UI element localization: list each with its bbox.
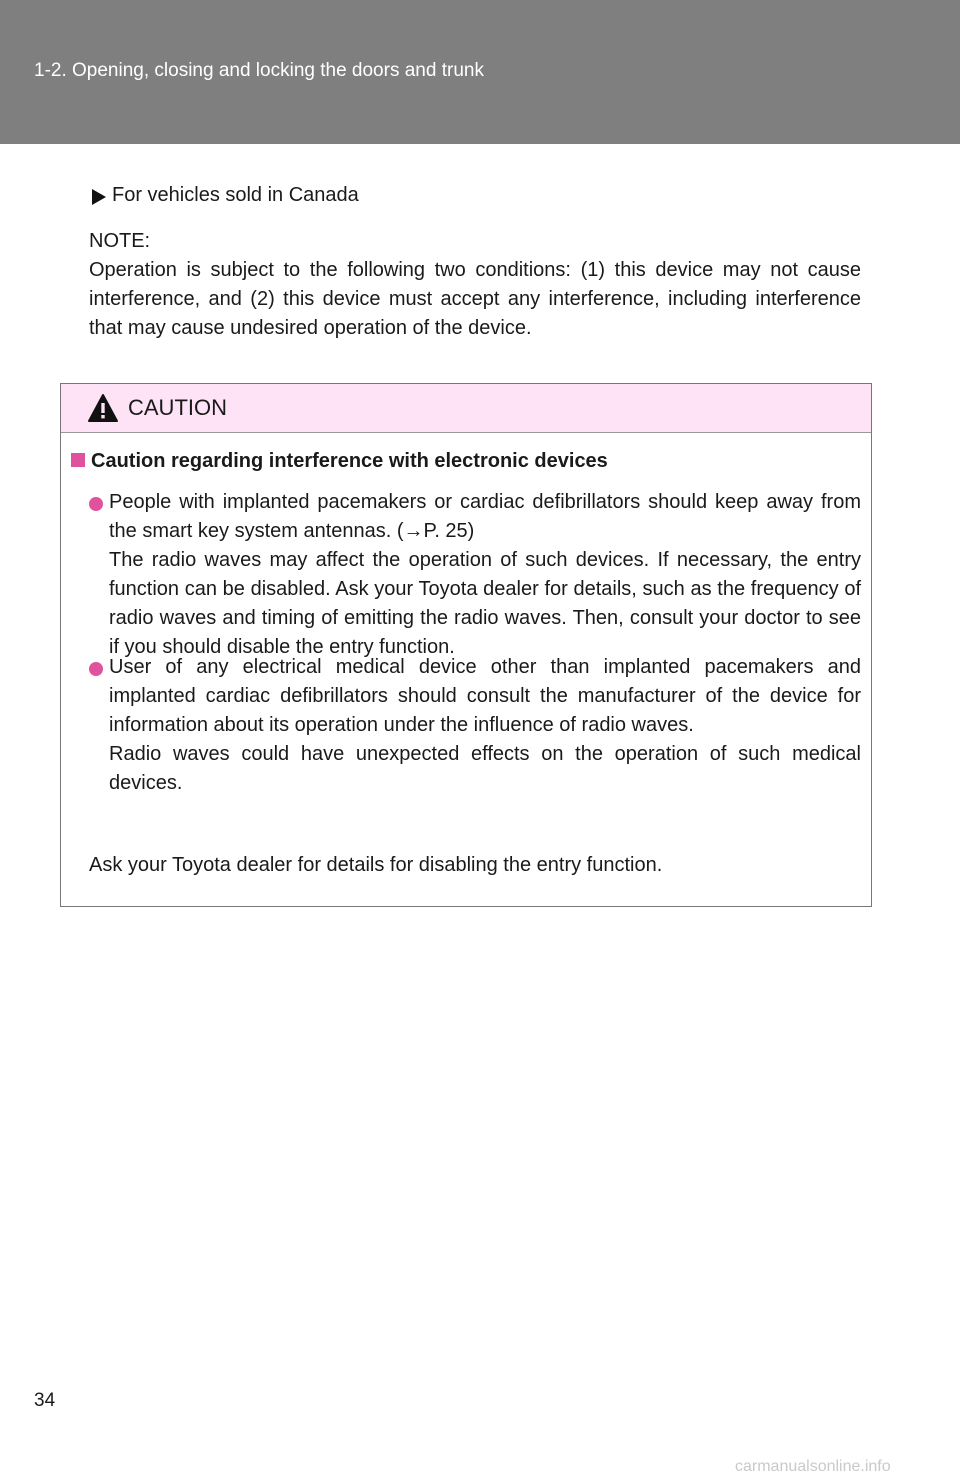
- note-block: [89, 227, 861, 343]
- caution-bullet-1: [109, 488, 861, 662]
- circle-bullet-icon: [89, 662, 103, 676]
- square-bullet-icon: [71, 453, 85, 467]
- bullet-2-line-1: User of any electrical medical device other than implanted pacemakers and implanted cardiac defibrillators should consult the manufacturer of the device for information about its operation under the influence of radio waves.: [109, 656, 861, 736]
- circle-bullet-icon: [89, 497, 103, 511]
- watermark: carmanualsonline.info: [735, 1458, 891, 1475]
- bullet-2-line-2: Radio waves could have unexpected effects on the operation of such medical devices.: [109, 743, 861, 794]
- section-title: 1-2. Opening, closing and locking the doors and trunk: [34, 60, 484, 81]
- caution-box: [60, 383, 872, 907]
- note-text: Operation is subject to the following two conditions: (1) this device may not cause interference, and (2) this device must accept any interference, including interference that may cause undesired operation of the device.: [89, 259, 861, 339]
- page-number: 34: [34, 1390, 56, 1411]
- warning-icon: [87, 393, 119, 423]
- bullet-1-line-1: People with implanted pacemakers or cardiac defibrillators should keep away from the smart key system antennas. (→P. 25): [109, 491, 861, 542]
- caution-footer: Ask your Toyota dealer for details for disabling the entry function.: [89, 854, 663, 876]
- caution-bullet-2: [109, 653, 861, 798]
- note-title: NOTE:: [89, 230, 151, 252]
- caution-heading: Caution regarding interference with electronic devices: [91, 450, 608, 472]
- page-header: [0, 0, 960, 144]
- triangle-arrow-icon: [92, 189, 106, 205]
- caution-label: CAUTION: [128, 395, 227, 420]
- region-label: For vehicles sold in Canada: [112, 184, 359, 206]
- caution-header: [61, 384, 871, 433]
- bullet-1-line-2: The radio waves may affect the operation of such devices. If necessary, the entry function can be disabled. Ask your Toyota dealer for details, such as the frequency of radio waves and timing of emitting the radio waves. Then, consult your doctor to see if you should disable the entry function.: [109, 549, 861, 658]
